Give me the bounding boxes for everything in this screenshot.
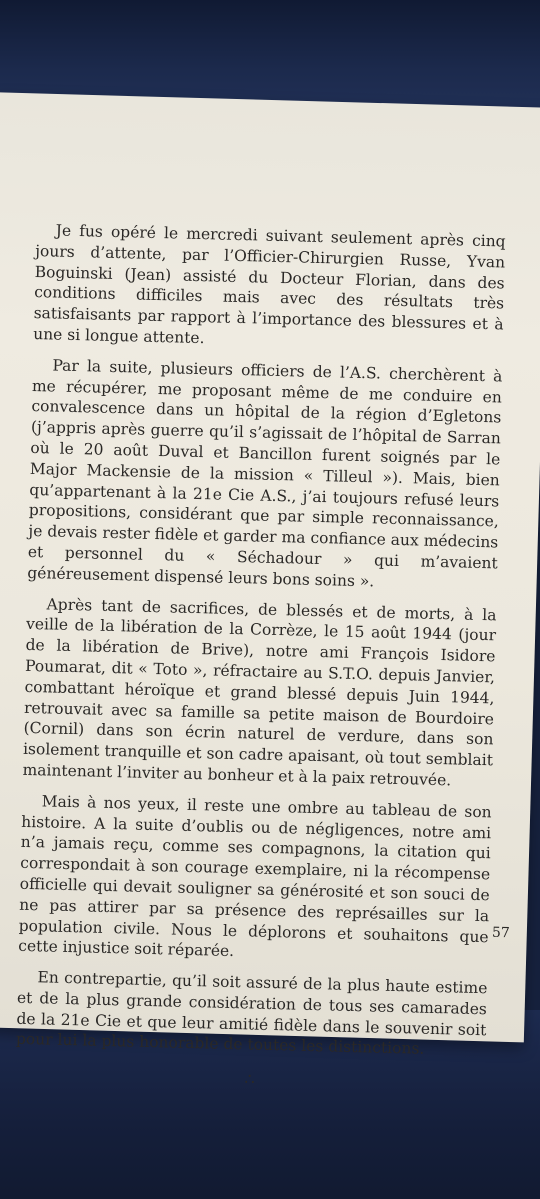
- page-number: 57: [491, 924, 511, 942]
- section-separator: ∴: [244, 1069, 256, 1089]
- paragraph-4: Mais à nos yeux, il reste une ombre au tableau de son histoire. A la suite d’oublis ou de négligences, notre ami n’a jamais reçu, comme ses compagnons, la citation qui correspondait à son courage exemplaire, ni la récompense officielle qui devait souligner sa générosité et son souci de ne pas attirer par sa présence des représailles sur la population civile. Nous le déplorons et souhaitons que cette injustice soit réparée.: [18, 792, 492, 961]
- paragraph-2: Par la suite, plusieurs officiers de l’A.S. cherchèrent à me récupérer, me proposant même de me conduire en convalescence dans un hôpital de la région d’Egletons (j’appris après guerre qu’il s’agissait de l’hôpital de Sarran où le 20 août Duval et Bancillon furent soignés par le Major Mackensie de la mission « Tilleul »). Mais, bien qu’appartenant à la 21e Cie A.S., j’ai toujours refusé leurs propositions, considérant que par simple reconnaissance, je devais rester fidèle et garder ma confiance aux médecins et personnel du « Séchadour » qui m’avaient généreusement dispensé leurs bons soins ».: [27, 356, 503, 591]
- page-text-body: [15, 220, 506, 1096]
- paragraph-3: Après tant de sacrifices, de blessés et de morts, à la veille de la libération de la Corrèze, le 15 août 1944 (jour de la libération de Brive), notre ami François Isidore Poumarat, dit « Toto », réfractaire au S.T.O. depuis Janvier, combattant héroïque et grand blessé depuis Juin 1944, retrouvait avec sa famille sa petite maison de Bourdoire (Cornil) dans son écrin naturel de verdure, dans son isolement tranquille et son cadre apaisant, où tout semblait maintenant l’inviter au bonheur et à la paix retrouvée.: [22, 594, 497, 790]
- paragraph-1: Je fus opéré le mercredi suivant seulement après cinq jours d’attente, par l’Officier-Chirurgien Russe, Yvan Boguinski (Jean) assisté du Docteur Florian, dans des conditions difficiles mais avec des résultats très satisfaisants par rapport à l’importance des blessures et à une si longue attente.: [32, 221, 506, 348]
- paragraph-5: En contrepartie, qu’il soit assuré de la plus haute estime et de la plus grande considération de tous ses camarades de la 21e Cie et que leur amitié fidèle dans le souvenir soit pour lui la plus honorable de toutes les distinctions.: [15, 968, 488, 1059]
